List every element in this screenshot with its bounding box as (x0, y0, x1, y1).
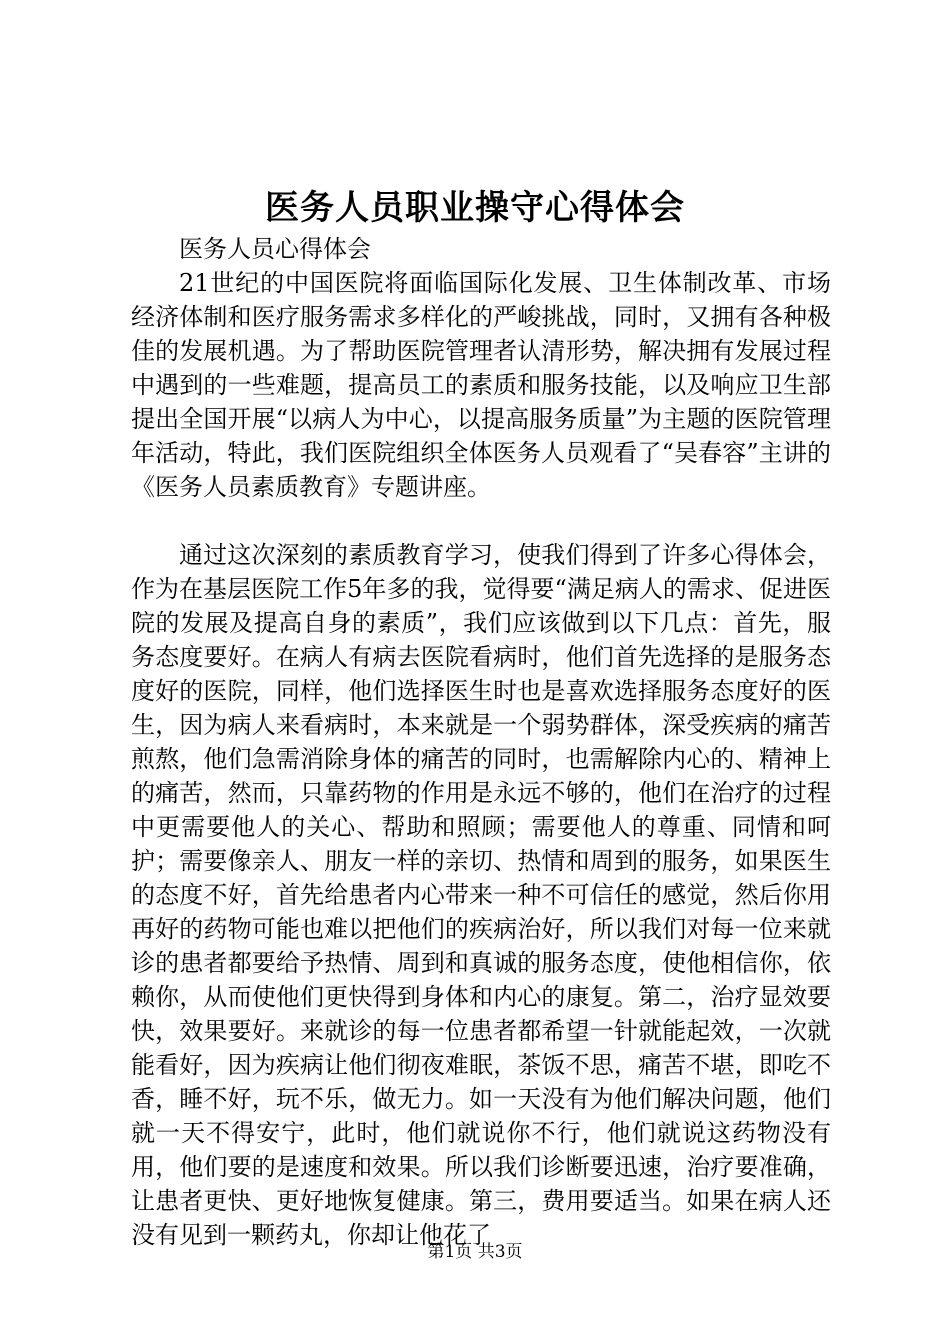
paragraph-2: 通过这次深刻的素质教育学习，使我们得到了许多心得体会，作为在基层医院工作5年多的我，觉得要“满足病人的需求、促进医院的发展及提高自身的素质”，我们应该做到以下几点：首先，服务态度要好。在病人有病去医院看病时，他们首先选择的是服务态度好的医院，同样，他们选择医生时也是喜欢选择服务态度好的医生，因为病人来看病时，本来就是一个弱势群体，深受疾病的痛苦煎熬，他们急需消除身体的痛苦的同时，也需解除内心的、精神上的痛苦，然而，只靠药物的作用是永远不够的，他们在治疗的过程中更需要他人的关心、帮助和照顾；需要他人的尊重、同情和呵护；需要像亲人、朋友一样的亲切、热情和周到的服务，如果医生的态度不好，首先给患者内心带来一种不可信任的感觉，然后你用再好的药物可能也难以把他们的疾病治好，所以我们对每一位来就诊的患者都要给予热情、周到和真诚的服务态度，使他相信你，依赖你，从而使他们更快得到身体和内心的康复。第二，治疗显效要快，效果要好。来就诊的每一位患者都希望一针就能起效，一次就能看好，因为疾病让他们彻夜难眠，茶饭不思，痛苦不堪，即吃不香，睡不好，玩不乐，做无力。如一天没有为他们解决问题，他们就一天不得安宁，此时，他们就说你不行，他们就说这药物没有用，他们要的是速度和效果。所以我们诊断要迅速，治疗要准确，让患者更快、更好地恢复健康。第三，费用要适当。如果在病人还没有见到一颗药丸，你却让他花了 (131, 541, 831, 1249)
page-number-footer: 第1页 共3页 (427, 1242, 523, 1262)
paragraph-spacer (131, 504, 831, 538)
paragraph-1: 21世纪的中国医院将面临国际化发展、卫生体制改革、市场经济体制和医疗服务需求多样化的严峻挑战，同时，又拥有各种极佳的发展机遇。为了帮助医院管理者认清形势，解决拥有发展过程中遇到的一些难题，提高员工的素质和服务技能，以及响应卫生部提出全国开展“以病人为中心，以提高服务质量”为主题的医院管理年活动，特此，我们医院组织全体医务人员观看了“吴春容”主讲的《医务人员素质教育》专题讲座。 (131, 269, 831, 501)
document-body (131, 232, 831, 1252)
document-subtitle: 医务人员心得体会 (179, 235, 371, 263)
document-title: 医务人员职业操守心得体会 (265, 188, 685, 228)
